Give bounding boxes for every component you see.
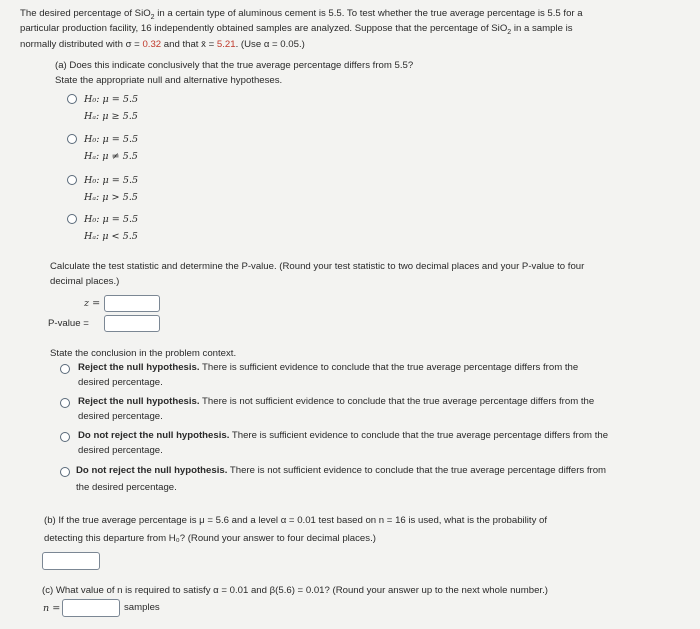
part-c-answer-input[interactable] bbox=[62, 599, 120, 617]
conclusion-text bbox=[76, 465, 606, 477]
part-b-answer-input[interactable] bbox=[42, 552, 100, 570]
intro-text: . (Use α = 0.05.) bbox=[235, 39, 305, 50]
intro-text: particular production facility, 16 independently obtained samples are analyzed. Suppose that the percentage of SiO bbox=[20, 23, 508, 34]
ha-text: Hₐ: μ ≥ 5.5 bbox=[84, 111, 138, 122]
h0-text: H₀: μ = 5.5 bbox=[84, 214, 139, 225]
p-value-label: P-value = bbox=[48, 318, 89, 329]
ha-text: Hₐ: μ < 5.5 bbox=[84, 231, 138, 242]
h0-text: H₀: μ = 5.5 bbox=[84, 94, 139, 105]
conclusion-text bbox=[78, 430, 608, 442]
problem-intro-line-3 bbox=[20, 39, 305, 51]
ha-text: Hₐ: μ ≠ 5.5 bbox=[84, 151, 138, 162]
conclusion-rest: There is not sufficient evidence to conclude that the true average percentage differs from the bbox=[199, 396, 595, 407]
part-c-question: (c) What value of n is required to satisfy α = 0.01 and β(5.6) = 0.01? (Round your answer up to the next whole number.) bbox=[42, 585, 548, 596]
conclusion-text bbox=[78, 396, 594, 408]
conclusion-text bbox=[78, 362, 578, 374]
conclusion-bold: Reject the null hypothesis. bbox=[78, 362, 200, 373]
part-b-question-line-2: detecting this departure from H₀? (Round your answer to four decimal places.) bbox=[44, 533, 376, 544]
conclusion-radio-1[interactable] bbox=[60, 364, 70, 374]
part-a-instruction: State the appropriate null and alternative hypotheses. bbox=[55, 75, 283, 86]
intro-text: in a sample is bbox=[511, 23, 573, 34]
intro-text: normally distributed with σ = bbox=[20, 39, 143, 50]
conclusion-rest: There is not sufficient evidence to conclude that the true average percentage differs from bbox=[227, 465, 607, 476]
ha-text: Hₐ: μ > 5.5 bbox=[84, 192, 138, 203]
subscript: 2 bbox=[150, 13, 155, 21]
conclusion-text-cont: desired percentage. bbox=[78, 411, 163, 422]
part-a-question: (a) Does this indicate conclusively that the true average percentage differs from 5.5? bbox=[55, 60, 414, 71]
conclusion-text-cont: desired percentage. bbox=[78, 377, 163, 388]
problem-intro-line-1 bbox=[20, 8, 583, 24]
hypothesis-radio-3[interactable] bbox=[67, 175, 77, 185]
hypothesis-radio-2[interactable] bbox=[67, 134, 77, 144]
conclusion-radio-2[interactable] bbox=[60, 398, 70, 408]
conclusion-rest: There is sufficient evidence to conclude that the true average percentage differs from the bbox=[199, 362, 579, 373]
subscript: 2 bbox=[507, 28, 512, 36]
conclusion-radio-3[interactable] bbox=[60, 432, 70, 442]
hypothesis-radio-1[interactable] bbox=[67, 94, 77, 104]
conclusion-prompt: State the conclusion in the problem context. bbox=[50, 348, 237, 359]
part-b-question-line-1: (b) If the true average percentage is μ = 5.6 and a level α = 0.01 test based on n = 16 is used, what is the probability of bbox=[44, 515, 548, 526]
intro-text: The desired percentage of SiO bbox=[20, 8, 151, 19]
conclusion-text-cont: desired percentage. bbox=[78, 445, 163, 456]
calc-instruction-line-1: Calculate the test statistic and determine the P-value. (Round your test statistic to two decimal places and your P-value to four bbox=[50, 261, 585, 272]
problem-intro-line-2 bbox=[20, 23, 573, 39]
h0-text: H₀: μ = 5.5 bbox=[84, 134, 139, 145]
intro-text: and that x̄ = bbox=[161, 39, 217, 50]
conclusion-bold: Do not reject the null hypothesis. bbox=[76, 465, 228, 476]
conclusion-text-cont: the desired percentage. bbox=[76, 482, 177, 493]
hypothesis-radio-4[interactable] bbox=[67, 214, 77, 224]
conclusion-bold: Do not reject the null hypothesis. bbox=[78, 430, 230, 441]
conclusion-radio-4[interactable] bbox=[60, 467, 70, 477]
z-statistic-input[interactable] bbox=[104, 295, 160, 312]
xbar-value: 5.21 bbox=[216, 39, 236, 50]
n-label: n = bbox=[43, 603, 61, 614]
conclusion-bold: Reject the null hypothesis. bbox=[78, 396, 200, 407]
h0-text: H₀: μ = 5.5 bbox=[84, 175, 139, 186]
sigma-value: 0.32 bbox=[142, 39, 162, 50]
conclusion-rest: There is sufficient evidence to conclude that the true average percentage differs from the bbox=[229, 430, 609, 441]
z-label: z = bbox=[84, 298, 101, 309]
p-value-input[interactable] bbox=[104, 315, 160, 332]
intro-text: in a certain type of aluminous cement is 5.5. To test whether the true average percentage is 5.5 for a bbox=[154, 8, 583, 19]
calc-instruction-line-2: decimal places.) bbox=[50, 276, 120, 287]
samples-unit: samples bbox=[124, 602, 160, 613]
